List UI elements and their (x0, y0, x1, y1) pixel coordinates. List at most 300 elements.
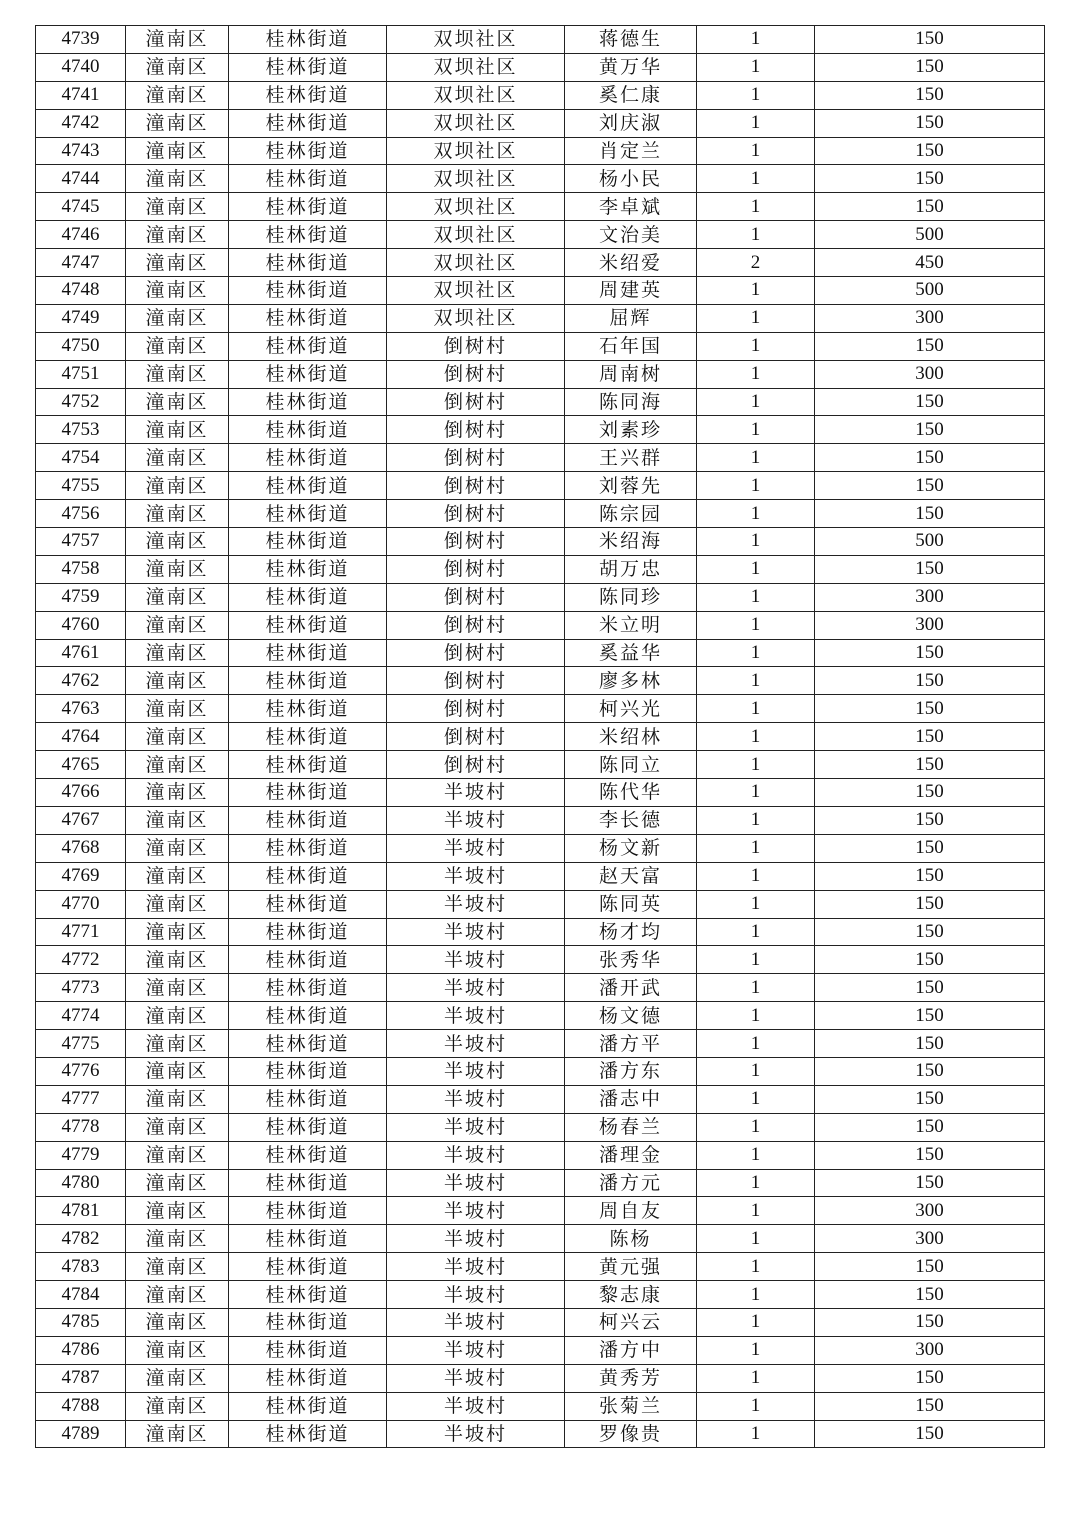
serial-cell: 4746 (36, 221, 126, 249)
community-cell: 半坡村 (387, 918, 565, 946)
count-cell: 1 (697, 81, 815, 109)
street-cell: 桂林街道 (229, 472, 387, 500)
community-cell: 倒树村 (387, 639, 565, 667)
amount-cell: 150 (815, 416, 1045, 444)
community-cell: 双坝社区 (387, 249, 565, 277)
name-cell: 柯兴云 (565, 1308, 697, 1336)
district-cell: 潼南区 (126, 639, 229, 667)
count-cell: 1 (697, 918, 815, 946)
count-cell: 1 (697, 1085, 815, 1113)
name-cell: 黎志康 (565, 1281, 697, 1309)
district-cell: 潼南区 (126, 26, 229, 54)
table-row (36, 388, 1045, 416)
count-cell: 1 (697, 193, 815, 221)
amount-cell: 150 (815, 1057, 1045, 1085)
table-row (36, 723, 1045, 751)
amount-cell: 150 (815, 500, 1045, 528)
community-cell: 半坡村 (387, 862, 565, 890)
name-cell: 刘庆淑 (565, 109, 697, 137)
amount-cell: 500 (815, 221, 1045, 249)
table-row (36, 249, 1045, 277)
community-cell: 半坡村 (387, 1336, 565, 1364)
table-row (36, 26, 1045, 54)
street-cell: 桂林街道 (229, 416, 387, 444)
table-row (36, 555, 1045, 583)
table-row (36, 806, 1045, 834)
name-cell: 奚仁康 (565, 81, 697, 109)
table-row (36, 528, 1045, 556)
table-row (36, 1308, 1045, 1336)
amount-cell: 150 (815, 332, 1045, 360)
name-cell: 杨小民 (565, 165, 697, 193)
serial-cell: 4740 (36, 53, 126, 81)
serial-cell: 4764 (36, 723, 126, 751)
name-cell: 陈宗园 (565, 500, 697, 528)
community-cell: 半坡村 (387, 890, 565, 918)
serial-cell: 4756 (36, 500, 126, 528)
name-cell: 米绍林 (565, 723, 697, 751)
district-cell: 潼南区 (126, 751, 229, 779)
community-cell: 双坝社区 (387, 53, 565, 81)
community-cell: 倒树村 (387, 416, 565, 444)
district-cell: 潼南区 (126, 1030, 229, 1058)
street-cell: 桂林街道 (229, 249, 387, 277)
district-cell: 潼南区 (126, 1169, 229, 1197)
serial-cell: 4774 (36, 1002, 126, 1030)
count-cell: 1 (697, 583, 815, 611)
serial-cell: 4761 (36, 639, 126, 667)
count-cell: 1 (697, 332, 815, 360)
table-row (36, 137, 1045, 165)
table-row (36, 639, 1045, 667)
name-cell: 陈代华 (565, 779, 697, 807)
street-cell: 桂林街道 (229, 583, 387, 611)
serial-cell: 4789 (36, 1420, 126, 1448)
count-cell: 1 (697, 639, 815, 667)
street-cell: 桂林街道 (229, 1057, 387, 1085)
community-cell: 倒树村 (387, 528, 565, 556)
amount-cell: 150 (815, 1392, 1045, 1420)
count-cell: 1 (697, 695, 815, 723)
street-cell: 桂林街道 (229, 751, 387, 779)
serial-cell: 4765 (36, 751, 126, 779)
count-cell: 1 (697, 1002, 815, 1030)
count-cell: 1 (697, 53, 815, 81)
district-cell: 潼南区 (126, 444, 229, 472)
district-cell: 潼南区 (126, 974, 229, 1002)
table-row (36, 583, 1045, 611)
amount-cell: 150 (815, 444, 1045, 472)
street-cell: 桂林街道 (229, 918, 387, 946)
name-cell: 陈同珍 (565, 583, 697, 611)
district-cell: 潼南区 (126, 890, 229, 918)
table-row (36, 221, 1045, 249)
serial-cell: 4779 (36, 1141, 126, 1169)
community-cell: 倒树村 (387, 723, 565, 751)
name-cell: 刘蓉先 (565, 472, 697, 500)
street-cell: 桂林街道 (229, 1336, 387, 1364)
table-row (36, 1281, 1045, 1309)
count-cell: 1 (697, 723, 815, 751)
street-cell: 桂林街道 (229, 862, 387, 890)
serial-cell: 4771 (36, 918, 126, 946)
street-cell: 桂林街道 (229, 723, 387, 751)
district-cell: 潼南区 (126, 249, 229, 277)
amount-cell: 300 (815, 1336, 1045, 1364)
street-cell: 桂林街道 (229, 1420, 387, 1448)
amount-cell: 150 (815, 1141, 1045, 1169)
street-cell: 桂林街道 (229, 1002, 387, 1030)
community-cell: 倒树村 (387, 360, 565, 388)
serial-cell: 4778 (36, 1113, 126, 1141)
street-cell: 桂林街道 (229, 1225, 387, 1253)
amount-cell: 150 (815, 165, 1045, 193)
amount-cell: 150 (815, 1308, 1045, 1336)
street-cell: 桂林街道 (229, 26, 387, 54)
name-cell: 陈同海 (565, 388, 697, 416)
count-cell: 1 (697, 1030, 815, 1058)
community-cell: 半坡村 (387, 1225, 565, 1253)
amount-cell: 500 (815, 277, 1045, 305)
data-table (35, 25, 1045, 1448)
street-cell: 桂林街道 (229, 137, 387, 165)
street-cell: 桂林街道 (229, 1253, 387, 1281)
amount-cell: 150 (815, 890, 1045, 918)
community-cell: 双坝社区 (387, 304, 565, 332)
count-cell: 1 (697, 165, 815, 193)
amount-cell: 500 (815, 528, 1045, 556)
street-cell: 桂林街道 (229, 388, 387, 416)
name-cell: 赵天富 (565, 862, 697, 890)
amount-cell: 300 (815, 1197, 1045, 1225)
district-cell: 潼南区 (126, 1002, 229, 1030)
community-cell: 半坡村 (387, 974, 565, 1002)
amount-cell: 150 (815, 1281, 1045, 1309)
amount-cell: 150 (815, 723, 1045, 751)
district-cell: 潼南区 (126, 165, 229, 193)
district-cell: 潼南区 (126, 667, 229, 695)
name-cell: 潘方平 (565, 1030, 697, 1058)
district-cell: 潼南区 (126, 583, 229, 611)
street-cell: 桂林街道 (229, 834, 387, 862)
serial-cell: 4782 (36, 1225, 126, 1253)
table-row (36, 974, 1045, 1002)
count-cell: 1 (697, 1253, 815, 1281)
serial-cell: 4744 (36, 165, 126, 193)
community-cell: 半坡村 (387, 1253, 565, 1281)
count-cell: 1 (697, 834, 815, 862)
table-row (36, 611, 1045, 639)
table-row (36, 890, 1045, 918)
amount-cell: 150 (815, 388, 1045, 416)
street-cell: 桂林街道 (229, 1281, 387, 1309)
amount-cell: 150 (815, 1002, 1045, 1030)
serial-cell: 4749 (36, 304, 126, 332)
table-row (36, 667, 1045, 695)
district-cell: 潼南区 (126, 834, 229, 862)
serial-cell: 4788 (36, 1392, 126, 1420)
count-cell: 1 (697, 221, 815, 249)
serial-cell: 4762 (36, 667, 126, 695)
count-cell: 1 (697, 1392, 815, 1420)
street-cell: 桂林街道 (229, 667, 387, 695)
serial-cell: 4786 (36, 1336, 126, 1364)
table-row (36, 862, 1045, 890)
table-row (36, 277, 1045, 305)
district-cell: 潼南区 (126, 1420, 229, 1448)
count-cell: 1 (697, 555, 815, 583)
table-row (36, 81, 1045, 109)
count-cell: 1 (697, 109, 815, 137)
name-cell: 潘方元 (565, 1169, 697, 1197)
district-cell: 潼南区 (126, 1392, 229, 1420)
district-cell: 潼南区 (126, 1197, 229, 1225)
amount-cell: 150 (815, 1253, 1045, 1281)
name-cell: 柯兴光 (565, 695, 697, 723)
name-cell: 杨文德 (565, 1002, 697, 1030)
district-cell: 潼南区 (126, 221, 229, 249)
street-cell: 桂林街道 (229, 779, 387, 807)
serial-cell: 4741 (36, 81, 126, 109)
serial-cell: 4785 (36, 1308, 126, 1336)
serial-cell: 4768 (36, 834, 126, 862)
community-cell: 双坝社区 (387, 109, 565, 137)
table-row (36, 332, 1045, 360)
amount-cell: 150 (815, 667, 1045, 695)
table-row (36, 53, 1045, 81)
amount-cell: 150 (815, 695, 1045, 723)
street-cell: 桂林街道 (229, 277, 387, 305)
count-cell: 1 (697, 528, 815, 556)
count-cell: 1 (697, 1113, 815, 1141)
community-cell: 半坡村 (387, 1392, 565, 1420)
name-cell: 肖定兰 (565, 137, 697, 165)
street-cell: 桂林街道 (229, 1141, 387, 1169)
count-cell: 1 (697, 806, 815, 834)
street-cell: 桂林街道 (229, 1030, 387, 1058)
name-cell: 文治美 (565, 221, 697, 249)
street-cell: 桂林街道 (229, 1169, 387, 1197)
amount-cell: 150 (815, 862, 1045, 890)
count-cell: 1 (697, 890, 815, 918)
community-cell: 双坝社区 (387, 193, 565, 221)
community-cell: 半坡村 (387, 1085, 565, 1113)
count-cell: 1 (697, 862, 815, 890)
street-cell: 桂林街道 (229, 109, 387, 137)
serial-cell: 4760 (36, 611, 126, 639)
community-cell: 半坡村 (387, 1141, 565, 1169)
name-cell: 石年国 (565, 332, 697, 360)
count-cell: 2 (697, 249, 815, 277)
community-cell: 半坡村 (387, 1002, 565, 1030)
street-cell: 桂林街道 (229, 500, 387, 528)
amount-cell: 150 (815, 555, 1045, 583)
serial-cell: 4766 (36, 779, 126, 807)
table-row (36, 193, 1045, 221)
street-cell: 桂林街道 (229, 1113, 387, 1141)
name-cell: 黄秀芳 (565, 1364, 697, 1392)
district-cell: 潼南区 (126, 416, 229, 444)
district-cell: 潼南区 (126, 1141, 229, 1169)
street-cell: 桂林街道 (229, 611, 387, 639)
name-cell: 周建英 (565, 277, 697, 305)
count-cell: 1 (697, 1225, 815, 1253)
name-cell: 潘方东 (565, 1057, 697, 1085)
amount-cell: 150 (815, 109, 1045, 137)
name-cell: 潘理金 (565, 1141, 697, 1169)
community-cell: 倒树村 (387, 500, 565, 528)
community-cell: 倒树村 (387, 472, 565, 500)
count-cell: 1 (697, 1197, 815, 1225)
district-cell: 潼南区 (126, 193, 229, 221)
community-cell: 半坡村 (387, 1364, 565, 1392)
count-cell: 1 (697, 1141, 815, 1169)
name-cell: 黄元强 (565, 1253, 697, 1281)
count-cell: 1 (697, 500, 815, 528)
name-cell: 王兴群 (565, 444, 697, 472)
serial-cell: 4757 (36, 528, 126, 556)
count-cell: 1 (697, 137, 815, 165)
table-row (36, 444, 1045, 472)
amount-cell: 300 (815, 1225, 1045, 1253)
count-cell: 1 (697, 1281, 815, 1309)
street-cell: 桂林街道 (229, 555, 387, 583)
serial-cell: 4755 (36, 472, 126, 500)
district-cell: 潼南区 (126, 109, 229, 137)
name-cell: 陈同立 (565, 751, 697, 779)
name-cell: 周自友 (565, 1197, 697, 1225)
table-row (36, 1364, 1045, 1392)
table-row (36, 1085, 1045, 1113)
count-cell: 1 (697, 751, 815, 779)
street-cell: 桂林街道 (229, 304, 387, 332)
street-cell: 桂林街道 (229, 528, 387, 556)
name-cell: 蒋德生 (565, 26, 697, 54)
community-cell: 半坡村 (387, 946, 565, 974)
serial-cell: 4770 (36, 890, 126, 918)
table-row (36, 1113, 1045, 1141)
table-row (36, 1030, 1045, 1058)
amount-cell: 150 (815, 834, 1045, 862)
district-cell: 潼南区 (126, 1085, 229, 1113)
count-cell: 1 (697, 611, 815, 639)
district-cell: 潼南区 (126, 137, 229, 165)
count-cell: 1 (697, 360, 815, 388)
count-cell: 1 (697, 1364, 815, 1392)
district-cell: 潼南区 (126, 1113, 229, 1141)
name-cell: 张秀华 (565, 946, 697, 974)
street-cell: 桂林街道 (229, 639, 387, 667)
table-row (36, 165, 1045, 193)
serial-cell: 4754 (36, 444, 126, 472)
district-cell: 潼南区 (126, 1364, 229, 1392)
district-cell: 潼南区 (126, 1057, 229, 1085)
community-cell: 倒树村 (387, 555, 565, 583)
name-cell: 米立明 (565, 611, 697, 639)
amount-cell: 150 (815, 193, 1045, 221)
amount-cell: 150 (815, 639, 1045, 667)
street-cell: 桂林街道 (229, 1364, 387, 1392)
table-row (36, 918, 1045, 946)
community-cell: 双坝社区 (387, 81, 565, 109)
name-cell: 屈辉 (565, 304, 697, 332)
table-row (36, 946, 1045, 974)
name-cell: 李卓斌 (565, 193, 697, 221)
community-cell: 倒树村 (387, 332, 565, 360)
name-cell: 刘素珍 (565, 416, 697, 444)
table-row (36, 416, 1045, 444)
table-row (36, 109, 1045, 137)
district-cell: 潼南区 (126, 528, 229, 556)
count-cell: 1 (697, 667, 815, 695)
amount-cell: 150 (815, 81, 1045, 109)
table-row (36, 1392, 1045, 1420)
serial-cell: 4745 (36, 193, 126, 221)
name-cell: 黄万华 (565, 53, 697, 81)
serial-cell: 4780 (36, 1169, 126, 1197)
amount-cell: 300 (815, 360, 1045, 388)
district-cell: 潼南区 (126, 1253, 229, 1281)
district-cell: 潼南区 (126, 500, 229, 528)
amount-cell: 150 (815, 974, 1045, 1002)
community-cell: 半坡村 (387, 806, 565, 834)
district-cell: 潼南区 (126, 723, 229, 751)
street-cell: 桂林街道 (229, 81, 387, 109)
table-row (36, 1169, 1045, 1197)
name-cell: 杨春兰 (565, 1113, 697, 1141)
serial-cell: 4769 (36, 862, 126, 890)
serial-cell: 4739 (36, 26, 126, 54)
table-row (36, 1420, 1045, 1448)
amount-cell: 450 (815, 249, 1045, 277)
community-cell: 半坡村 (387, 1197, 565, 1225)
community-cell: 倒树村 (387, 751, 565, 779)
amount-cell: 150 (815, 918, 1045, 946)
community-cell: 半坡村 (387, 1030, 565, 1058)
serial-cell: 4742 (36, 109, 126, 137)
name-cell: 杨才均 (565, 918, 697, 946)
name-cell: 米绍爱 (565, 249, 697, 277)
community-cell: 半坡村 (387, 1281, 565, 1309)
community-cell: 双坝社区 (387, 137, 565, 165)
community-cell: 半坡村 (387, 1057, 565, 1085)
community-cell: 倒树村 (387, 695, 565, 723)
count-cell: 1 (697, 946, 815, 974)
street-cell: 桂林街道 (229, 332, 387, 360)
community-cell: 双坝社区 (387, 165, 565, 193)
count-cell: 1 (697, 779, 815, 807)
community-cell: 双坝社区 (387, 26, 565, 54)
name-cell: 潘开武 (565, 974, 697, 1002)
district-cell: 潼南区 (126, 806, 229, 834)
table-row (36, 1225, 1045, 1253)
street-cell: 桂林街道 (229, 946, 387, 974)
community-cell: 倒树村 (387, 444, 565, 472)
name-cell: 李长德 (565, 806, 697, 834)
district-cell: 潼南区 (126, 360, 229, 388)
serial-cell: 4773 (36, 974, 126, 1002)
amount-cell: 150 (815, 1113, 1045, 1141)
district-cell: 潼南区 (126, 918, 229, 946)
district-cell: 潼南区 (126, 53, 229, 81)
name-cell: 潘方中 (565, 1336, 697, 1364)
amount-cell: 150 (815, 1420, 1045, 1448)
district-cell: 潼南区 (126, 388, 229, 416)
community-cell: 半坡村 (387, 1420, 565, 1448)
table-row (36, 304, 1045, 332)
street-cell: 桂林街道 (229, 806, 387, 834)
name-cell: 张菊兰 (565, 1392, 697, 1420)
